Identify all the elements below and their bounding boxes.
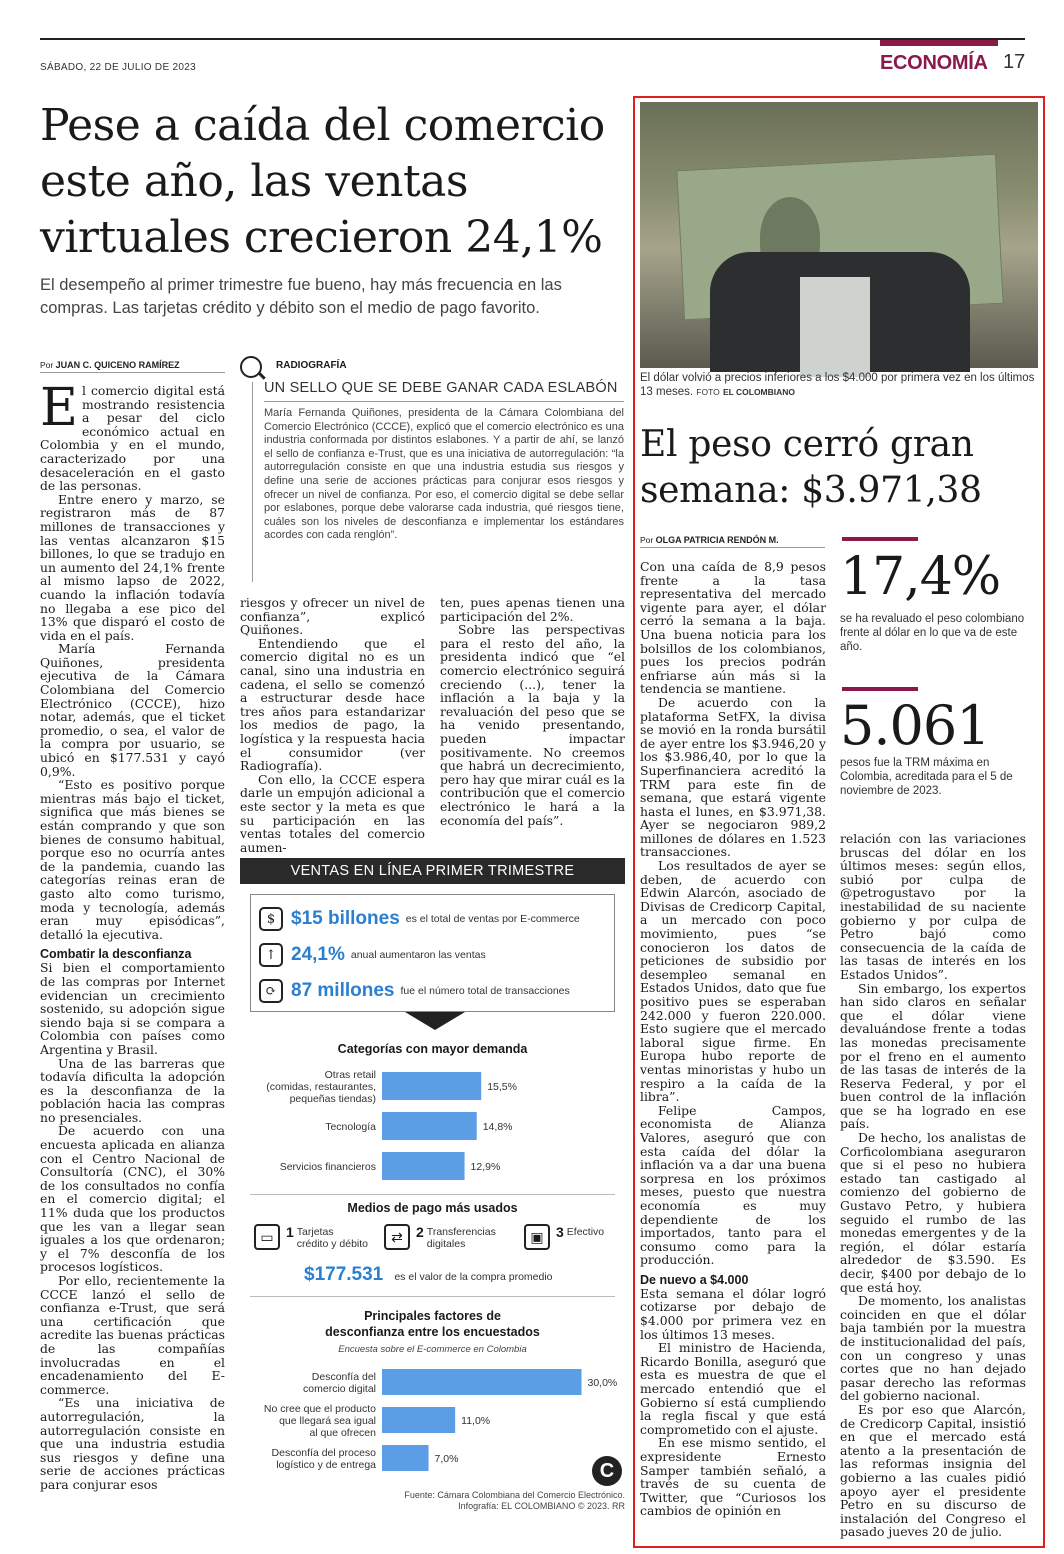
source-line: Infografía: EL COLOMBIANO © 2023. RR: [458, 1501, 625, 1511]
paragraph: Entendiendo que el comercio digital no es un canal, sino una industria en cadena, el sello se comenzó a estructurar desde hace tres años para estandarizar los medios de pago, la logística y la respuesta hacia el consumidor (ver Radiografía).: [240, 635, 425, 774]
radiografia-box: [240, 356, 625, 586]
bar-category-label: logístico y de entrega: [276, 1459, 376, 1471]
transaction-icon: ⟳: [259, 979, 283, 1003]
bar: [382, 1407, 455, 1433]
paragraph: Felipe Campos, economista de Alianza Valores, aseguró que con esta caída del dólar la inflación va a dar una buena sorpresa en los próximos meses, puesto que nuestra economía es muy dependiente de los importados, tanto para el consumo como para la producción.: [640, 1102, 826, 1268]
byline-rule: [640, 547, 825, 548]
top-rule: [40, 38, 1025, 40]
paragraph: Los resultados de ayer se deben, de acuerdo con Edwin Alarcón, asociado de Divisas de Credicorp Capital, a un mercado con poco movimiento, pues “se conocieron los datos de peticiones de subsidio por desempleo semanal en Estados Unidos, dato que fue positivo pues se esperaban 242.000 y fueron 220.000. Esto sugiere que el mercado laboral sigue firme. En Europa hubo reporte de ventas minoristas y hubo un respiro a la caída de la libra”.: [640, 858, 826, 1105]
stat-row: [259, 901, 580, 937]
paragraph: Es por eso que Alarcón, de Credicorp Capital, insistió en que el mercado está atento a la presentación de las reformas insignia del gobierno a las cuales pidió apoyo ayer el presidente Petro en su discurso de instalación del Congreso el pasado jueves 20 de julio.: [840, 1401, 1026, 1540]
transfer-icon: ⇄: [384, 1224, 410, 1250]
paragraph: relación con las variaciones bruscas del dólar en los últimos meses: según ellos, subió por culpa de @petrogustavo por la inestabilidad de su naciente gobierno y por culpa de Petro bajó como consecuencia de la caída de las tasas de interés en los Estados Unidos”.: [840, 831, 1026, 982]
bar-category-label: Servicios financieros: [279, 1161, 376, 1173]
infographic: [240, 858, 625, 1518]
stat-rule: [842, 537, 918, 541]
bar: [382, 1072, 481, 1100]
source-note: [404, 1490, 625, 1512]
bar-value-label: 30,0%: [587, 1377, 618, 1389]
payment-label-line: Tarjetas: [296, 1226, 334, 1238]
payment-label-line: crédito y débito: [296, 1238, 369, 1250]
paragraph: l comercio digital está mostrando resistencia a pesar del ciclo económico actual en Colombia y en el mundo, caracterizado por una desaceleración en el gasto de las personas.: [40, 383, 225, 494]
stat-row: [259, 973, 580, 1009]
paragraph: El ministro de Hacienda, Ricardo Bonilla, aseguró que esta es muestra de que el mercado entendió que el Gobierno sí está cumpliendo la regla fiscal y que está comprometido con el ajuste.: [640, 1340, 826, 1437]
column-3: [440, 596, 625, 828]
bar: [382, 1112, 477, 1140]
dollar-photo: [640, 102, 1038, 368]
section-bar: [880, 40, 998, 46]
stat-row: [259, 937, 580, 973]
stat-revaluation-value: 17,4%: [840, 547, 1001, 607]
subheading: Combatir la desconfianza: [40, 947, 192, 962]
bar: [382, 1445, 429, 1471]
section-rule: [250, 1296, 615, 1297]
stats-list: [259, 901, 580, 1009]
paragraph: María Fernanda Quiñones, presidenta ejecutiva de la Cámara Colombiana del Comercio Electrónico (CCCE), hizo notar, además, que el ticket promedio, o sea, el valor de la compra por usuario, se ubicó en $177.531 y cayó 0,9%.: [40, 641, 225, 779]
radiografia-rule: [264, 401, 624, 402]
paragraph: Entre enero y marzo, se registraron más de 87 millones de transacciones y las ventas alcanzaron $15 billones, lo que se tradujo en un aumento del 24,1% frente al mismo lapso de 2022, cuando la inflación todavía no llegaba a ese pico del 13% que disparó el costo de vida en el país.: [40, 491, 225, 643]
paragraph: “Esto es positivo porque mientras más bajo el ticket, significa que más bienes se están comprando y que son bienes de consumo habitual, porque eso no ocurría antes de la pandemia, cuando las categorías reinas eran de gasto alto como turismo, moda y tecnología, además eran muy episódicas”, detalló la ejecutiva.: [40, 777, 225, 942]
radiografia-title: UN SELLO QUE SE DEBE GANAR CADA ESLABÓN: [264, 380, 618, 396]
paragraph: Esta semana el dólar logró cotizarse por debajo de $4.000 por primera vez en los últimos 13 meses.: [640, 1285, 826, 1342]
categories-title: Categorías con mayor demanda: [337, 1042, 528, 1056]
bar-value-label: 11,0%: [461, 1415, 491, 1427]
deck: [40, 274, 562, 320]
paragraph: En ese mismo sentido, el expresidente Ernesto Samper también señaló, a través de su cuenta de Twitter, que “Curiosos los cambios de opinión en: [640, 1435, 826, 1519]
payment-method: [254, 1224, 368, 1250]
cash-icon: ▣: [524, 1224, 550, 1250]
paragraph: riesgos y ofrecer un nivel de confianza”, explicó Quiñones.: [240, 595, 425, 638]
radiografia-body: María Fernanda Quiñones, presidenta de la Cámara Colombiana del Comercio Electrónico (CCCE), explicó que el comercio electrónico es una industria conformada por distintos eslabones. Y a partir de ahí, se lanzó el sello de confianza e-Trust, que es una iniciativa de autorregulación: “la autorregulación consiste en que una industria estudia sus riesgos y define una serie de acciones prácticas para conjurar esos riesgos y ofrecer un nivel de confianza. Por eso, el comercio digital se debe sellar por eslabones, porque debe valorarse cada industria, qué riesgos tiene, cuáles son los niveles de desconfianza e implementar los estándares acordes con cada renglón”.: [264, 407, 624, 542]
paragraph: De hecho, los analistas de Corficolombiana aseguraron que si el peso no hubiera estado tan castigado al comienzo del gobierno de Gustavo Petro, y hubiera seguido el rumbo de las monedas emergentes y de la región, el dólar estaría alrededor de $3.590. Es decir, $400 por debajo de lo que está hoy.: [840, 1130, 1026, 1295]
side-column-2: [840, 832, 1026, 1542]
page-number: 17: [1003, 51, 1026, 73]
payment-rank: 1: [286, 1224, 294, 1240]
stat-text: fue el número total de transacciones: [400, 985, 570, 997]
side-byline: [640, 535, 779, 545]
byline-prefix: Por: [40, 360, 54, 370]
infographic-title: VENTAS EN LÍNEA PRIMER TRIMESTRE: [240, 858, 625, 884]
photo-credit: EL COLOMBIANO: [722, 387, 796, 397]
bar-category-label: Desconfía del: [311, 1371, 376, 1383]
search-icon-handle: [257, 371, 265, 379]
factors-subtitle: Encuesta sobre el E-commerce en Colombia: [338, 1344, 527, 1355]
payment-method: [384, 1224, 496, 1250]
byline-name: JUAN C. QUICENO RAMÍREZ: [55, 360, 180, 370]
stat-trm-value: 5.061: [840, 694, 990, 757]
byline: [40, 360, 180, 370]
stat-value: 87 millones: [291, 980, 395, 1001]
photo-credit-label: FOTO: [696, 387, 720, 397]
column-1: [40, 378, 225, 1544]
payment-methods: [254, 1224, 624, 1258]
ticket-text: es el valor de la compra promedio: [394, 1271, 553, 1283]
paragraph: Sobre las perspectivas para el resto del año, la presidenta indicó que “el comercio electrónico seguirá creciendo (...), tener la inflación a la baja y la revaluación del peso que se ha venido presentando, pueden impactar positivamente. No creemos que habrá un decrecimiento, pero hay que mirar cuál es la contribución que el comercio electrónico le hará a la economía del país”.: [440, 622, 625, 828]
stats-box: [250, 894, 615, 1012]
bar-category-label: pequeñas tiendas): [289, 1093, 376, 1105]
section-label: ECONOMÍA: [880, 52, 988, 74]
bar-category-label: Tecnología: [325, 1121, 376, 1133]
bar-category-label: comercio digital: [303, 1383, 376, 1395]
deck-line: El desempeño al primer trimestre fue bueno, hay más frecuencia en las: [40, 276, 562, 294]
paragraph: De acuerdo con la plataforma SetFX, la divisa se movió en la ronda bursátil de ayer entre los $3.946,20 y los $3.986,40, por lo que la Superfinanciera acreditó la TRM para este fin de semana, que estará vigente hasta el lunes, en $3.971,38. Ayer se negociaron 989,2 millones de dólares en 1.523 transacciones.: [640, 694, 826, 860]
bar-category-label: (comidas, restaurantes,: [266, 1081, 376, 1093]
ticket-value: $177.531: [304, 1264, 384, 1285]
byline-rule: [40, 372, 225, 373]
paragraph: De acuerdo con una encuesta aplicada en alianza con el Centro Nacional de Consultoría (CNC), el 30% de los consultados no confía en el comercio digital; el 11% duda que los productos que les van a llegar sean iguales a los que ordenaron; y el 7% desconfía de los procesos logísticos.: [40, 1123, 225, 1275]
subheading: De nuevo a $4.000: [640, 1272, 749, 1287]
paragraph: Con ello, la CCCE espera darle un empujón adicional a este sector y la meta es que su participación en las ventas totales del comercio aumen-: [240, 771, 425, 855]
bar-category-label: al que ofrecen: [309, 1427, 376, 1439]
logo-icon: C: [592, 1456, 622, 1486]
side-headline-line: semana: $3.971,38: [640, 470, 982, 511]
paragraph: Por ello, recientemente la CCCE lanzó el sello de confianza e-Trust, que será una certificación que acredite las buenas prácticas de las compañías involucradas en el encadenamiento del E-commerce.: [40, 1273, 225, 1397]
ticket-line: [304, 1264, 553, 1286]
stat-text: anual aumentaron las ventas: [350, 949, 486, 961]
paragraph: Una de las barreras que todavía dificulta la adopción es la desconfianza de la población hacia las compras no presenciales.: [40, 1055, 225, 1125]
payment-label: [297, 1224, 368, 1250]
factors-title-line: desconfianza entre los encuestados: [325, 1325, 540, 1339]
stat-value: $15 billones: [291, 908, 400, 929]
paragraph: De momento, los analistas coinciden en que el dólar baja también por la muestra de institucionalidad del país, con un congreso y unas cortes que no han dejado pasar derecho las reformas del gobierno nacional.: [840, 1293, 1026, 1404]
byline-name: OLGA PATRICIA RENDÓN M.: [655, 535, 779, 545]
stat-value: 24,1%: [291, 944, 345, 965]
bar-value-label: 14,8%: [482, 1121, 513, 1133]
factors-title: [240, 1308, 625, 1340]
stat-text: es el total de ventas por E-commerce: [405, 913, 580, 925]
paragraph: “Es una iniciativa de autorregulación, la autorregulación consiste en que una industria estudia sus riesgos y define una serie de acciones prácticas para conjurar esos: [40, 1395, 225, 1492]
dropcap: E: [40, 378, 78, 438]
section-rule: [250, 1194, 615, 1195]
bar-category-label: No cree que el producto: [263, 1403, 376, 1415]
column-2: [240, 595, 425, 855]
categories-chart: [240, 1062, 625, 1192]
stat-rule: [842, 687, 918, 691]
payment-label: [567, 1224, 604, 1238]
paragraph: Si bien el comportamiento de las compras por Internet evidencian un crecimiento sostenido, su adopción sigue siendo baja si se compara a Colombia con países como Argentina y Brasil.: [40, 960, 225, 1057]
byline-prefix: Por: [640, 535, 654, 545]
bar-category-label: que llegará sea igual: [279, 1415, 376, 1427]
bar-category-label: Desconfía del proceso: [271, 1447, 376, 1459]
payment-label-line: Efectivo: [566, 1226, 605, 1238]
payment-rank: 2: [416, 1224, 424, 1240]
payment-label: [427, 1224, 496, 1250]
deck-line: compras. Las tarjetas crédito y débito son el medio de pago favorito.: [40, 299, 540, 317]
bar-value-label: 7,0%: [434, 1453, 459, 1465]
payment-rank: 3: [556, 1224, 564, 1240]
payment-method: [524, 1224, 604, 1250]
side-headline: [640, 422, 982, 514]
radiografia-vline: [252, 382, 253, 582]
paragraph: ten, pues apenas tienen una participación del 2%.: [440, 595, 625, 624]
factors-chart: [240, 1362, 625, 1482]
radiografia-label: RADIOGRAFÍA: [276, 360, 347, 371]
arrow-down-icon: [405, 1012, 465, 1030]
growth-icon: ↑: [259, 943, 283, 967]
money-icon: $: [259, 907, 283, 931]
side-headline-line: El peso cerró gran: [640, 424, 974, 465]
headline-line: virtuales crecieron 24,1%: [40, 212, 603, 263]
paragraph: Sin embargo, los expertos han sido claros en señalar que el dólar viene devaluándose frente a todas las monedas precisamente por el freno en el aumento de las tasas de interés de la Reserva Federal, y por el buen control de la inflación que se ha logrado en ese país.: [840, 980, 1026, 1132]
issue-date: SÁBADO, 22 DE JULIO DE 2023: [40, 62, 196, 73]
paragraph: Con una caída de 8,9 pesos frente a la tasa representativa del mercado vigente para ayer, el dólar cerró la semana a la baja. Una buena noticia para los bolsillos de los colombianos, pues los precios podrán enfriarse aún más si la tendencia se mantiene.: [640, 559, 826, 697]
photo-caption: [640, 371, 1038, 399]
bar: [382, 1369, 582, 1395]
payment-label-line: digitales: [426, 1238, 466, 1250]
bar-category-label: Otras retail: [324, 1069, 376, 1081]
headline-line: Pese a caída del comercio: [40, 100, 605, 151]
stat-trm-text: pesos fue la TRM máxima en Colombia, acreditada para el 5 de noviembre de 2023.: [840, 757, 1013, 797]
headline: [40, 98, 605, 266]
card-icon: ▭: [254, 1224, 280, 1250]
stat-revaluation-text: se ha revaluado el peso colombiano frente al dólar en lo que va de este año.: [840, 613, 1025, 653]
side-column-1: [640, 560, 826, 1542]
bar-value-label: 12,9%: [470, 1161, 501, 1173]
payment-label-line: Transferencias: [426, 1226, 496, 1238]
caption-text: El dólar volvió a precios inferiores a los $4.000 por primera vez en los últimos 13 meses.: [640, 372, 1035, 398]
source-line: Fuente: Cámara Colombiana del Comercio Electrónico.: [404, 1490, 625, 1500]
bar-value-label: 15,5%: [487, 1081, 517, 1093]
payment-title: Medios de pago más usados: [347, 1201, 518, 1215]
factors-title-line: Principales factores de: [364, 1309, 501, 1323]
bar: [382, 1152, 465, 1180]
headline-line: este año, las ventas: [40, 156, 468, 207]
